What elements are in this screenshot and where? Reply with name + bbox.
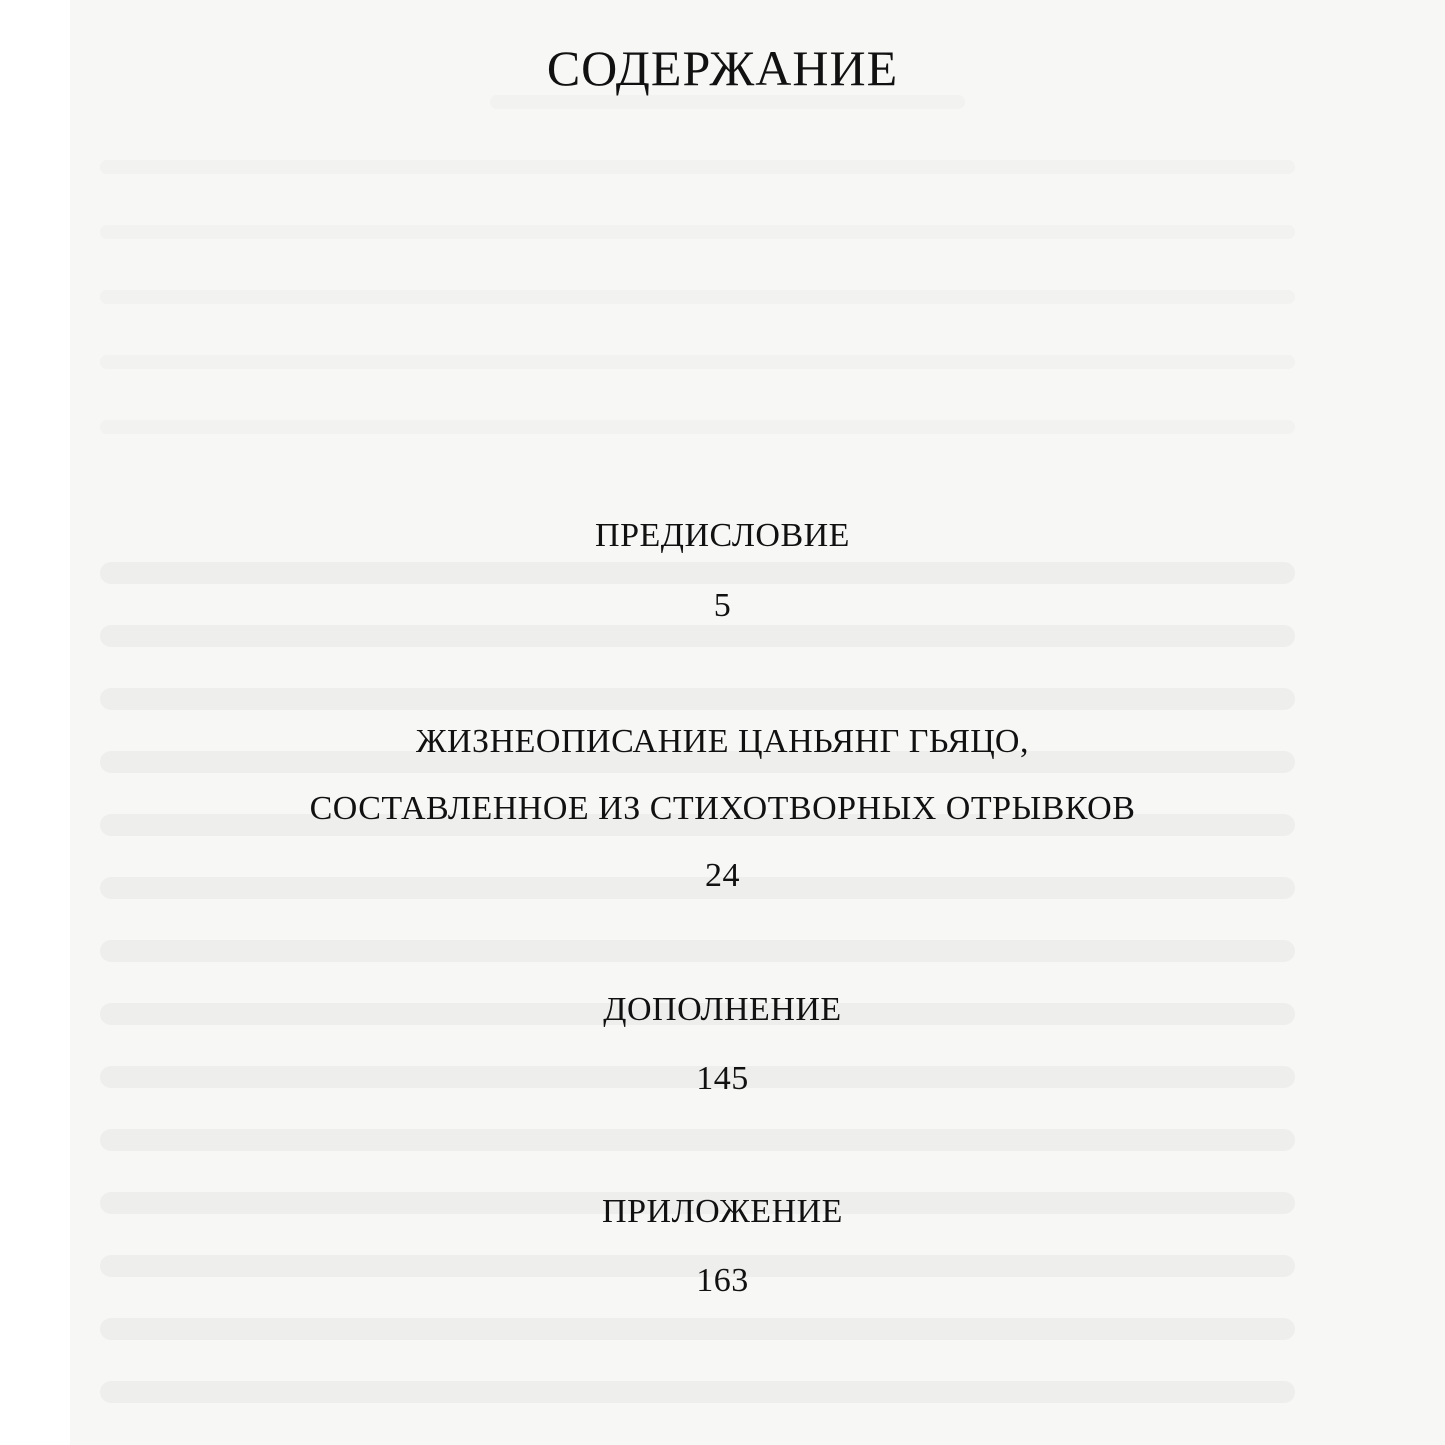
toc-entry-title: СОСТАВЛЕННОЕ ИЗ СТИХОТВОРНЫХ ОТРЫВКОВ — [309, 790, 1136, 827]
show-through-line — [100, 1318, 1295, 1340]
toc-entry-page: 163 — [696, 1262, 749, 1299]
show-through-line — [100, 940, 1295, 962]
toc-entry-title: ПРИЛОЖЕНИЕ — [602, 1193, 843, 1230]
toc-entry-title: ДОПОЛНЕНИЕ — [603, 991, 842, 1028]
toc-entry-page: 145 — [696, 1060, 749, 1097]
show-through-line — [100, 355, 1295, 369]
show-through-line — [100, 225, 1295, 239]
toc-entry-page: 24 — [705, 857, 740, 894]
toc-entry-title: ЖИЗНЕОПИСАНИЕ ЦАНЬЯНГ ГЬЯЦО, — [416, 723, 1029, 760]
show-through-line — [100, 1381, 1295, 1403]
toc-entry-title: ПРЕДИСЛОВИЕ — [595, 517, 850, 554]
show-through-line — [100, 160, 1295, 174]
show-through-line — [100, 562, 1295, 584]
contents-heading: СОДЕРЖАНИЕ — [546, 40, 899, 96]
show-through-line — [100, 1129, 1295, 1151]
show-through-line — [100, 420, 1295, 434]
show-through-line — [100, 290, 1295, 304]
show-through-line — [100, 688, 1295, 710]
toc-entry-page: 5 — [713, 587, 732, 624]
show-through-line — [100, 625, 1295, 647]
